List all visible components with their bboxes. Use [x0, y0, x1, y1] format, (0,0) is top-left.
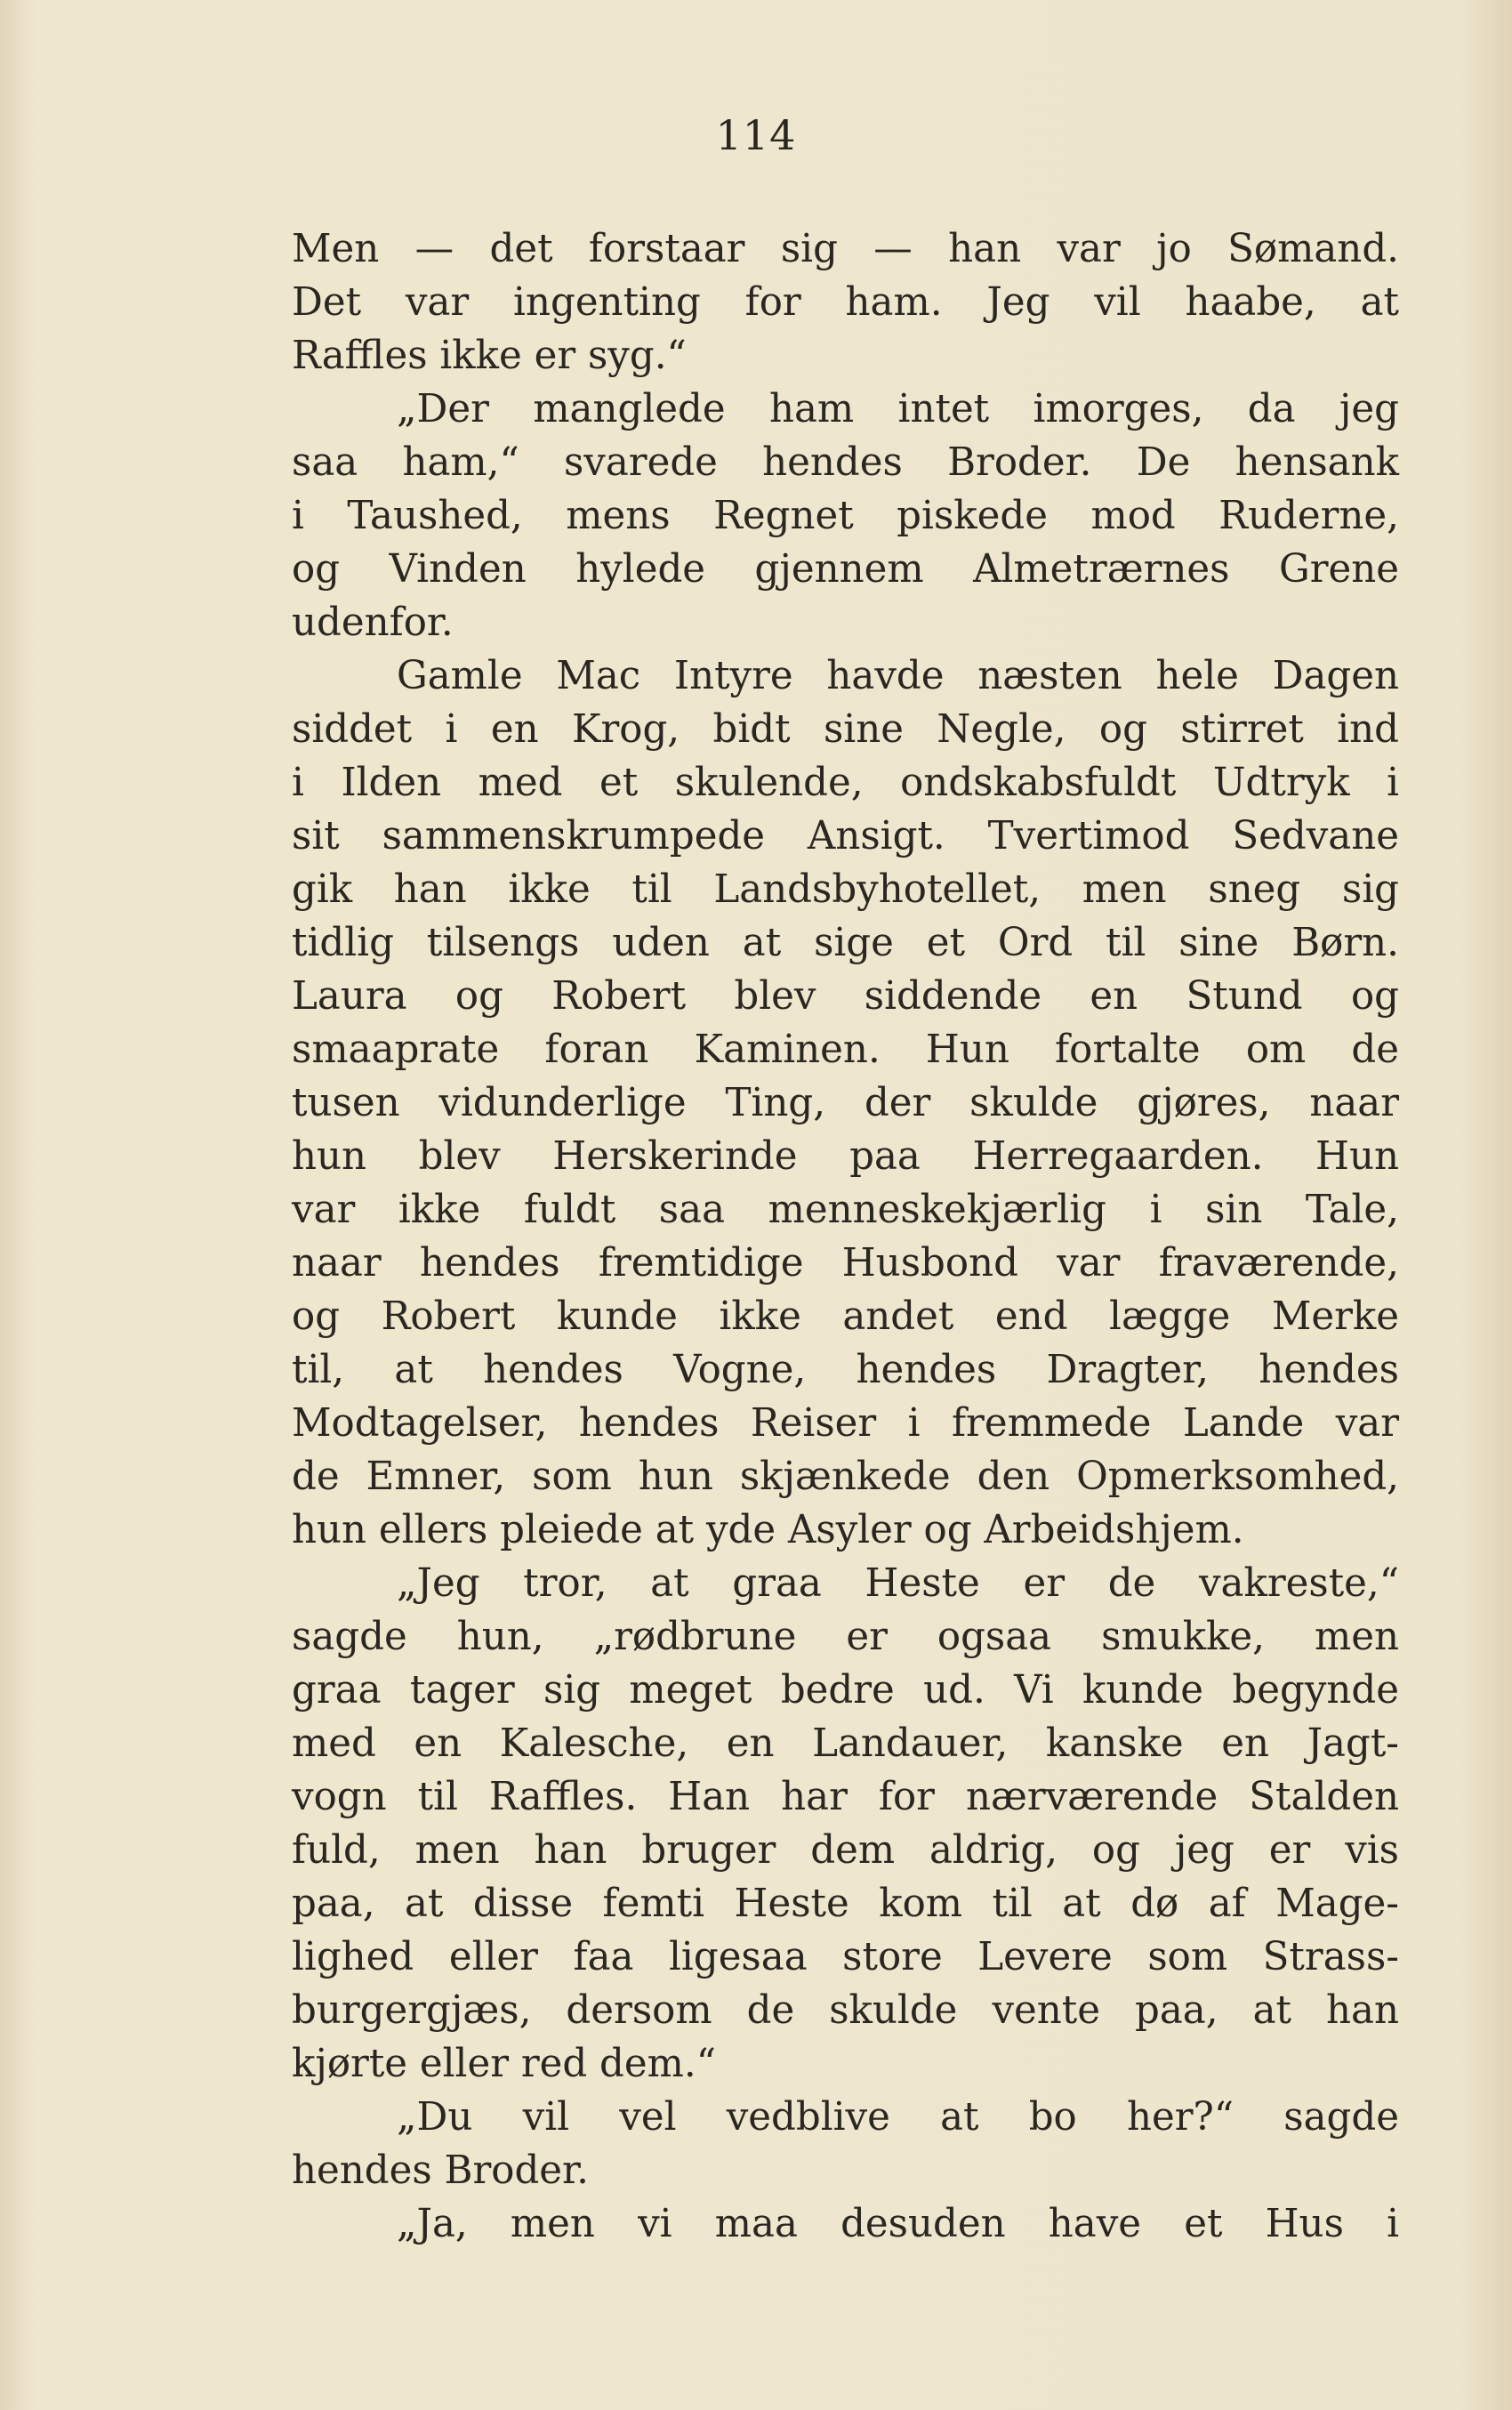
text-line: og Vinden hylede gjennem Almetrærnes Grene: [292, 547, 1399, 592]
text-line: fuld, men han bruger dem aldrig, og jeg er vis: [292, 1828, 1399, 1873]
text-line: Gamle Mac Intyre havde næsten hele Dagen: [397, 654, 1399, 698]
text-line: „Ja, men vi maa desuden have et Hus i: [397, 2202, 1399, 2246]
text-line: Raffles ikke er syg.“: [292, 334, 687, 378]
text-line: til, at hendes Vogne, hendes Dragter, hendes: [292, 1348, 1399, 1392]
text-line: var ikke fuldt saa menneskekjærlig i sin Tale,: [292, 1188, 1399, 1232]
text-line: Modtagelser, hendes Reiser i fremmede Lande var: [292, 1401, 1399, 1446]
text-line: „Du vil vel vedblive at bo her?“ sagde: [397, 2095, 1399, 2140]
text-line: kjørte eller red dem.“: [292, 2042, 716, 2086]
text-line: saa ham,“ svarede hendes Broder. De hensank: [292, 440, 1399, 485]
text-line: udenfor.: [292, 600, 454, 645]
text-line: lighed eller faa ligesaa store Levere som Strass-: [292, 1935, 1399, 1979]
page-number: 114: [715, 111, 797, 159]
text-line: hun ellers pleiede at yde Asyler og Arbeidshjem.: [292, 1508, 1244, 1552]
text-line: „Jeg tror, at graa Heste er de vakreste,“: [397, 1561, 1399, 1606]
text-line: i Ilden med et skulende, ondskabsfuldt Udtryk i: [292, 761, 1399, 805]
text-line: siddet i en Krog, bidt sine Negle, og stirret ind: [292, 707, 1399, 752]
text-line: vogn til Raffles. Han har for nærværende Stalden: [292, 1775, 1399, 1819]
text-line: Laura og Robert blev siddende en Stund og: [292, 974, 1399, 1019]
text-line: gik han ikke til Landsbyhotellet, men sneg sig: [292, 867, 1399, 912]
text-line: de Emner, som hun skjænkede den Opmerksomhed,: [292, 1455, 1399, 1499]
body-text: [292, 222, 1399, 2251]
text-line: hun blev Herskerinde paa Herregaarden. Hun: [292, 1134, 1399, 1179]
text-line: smaaprate foran Kaminen. Hun fortalte om de: [292, 1028, 1399, 1072]
text-line: Men — det forstaar sig — han var jo Sømand.: [292, 227, 1399, 271]
text-line: „Der manglede ham intet imorges, da jeg: [397, 387, 1399, 431]
text-line: og Robert kunde ikke andet end lægge Merke: [292, 1294, 1399, 1339]
text-line: burgergjæs, dersom de skulde vente paa, at han: [292, 1988, 1399, 2033]
text-line: sit sammenskrumpede Ansigt. Tvertimod Sedvane: [292, 814, 1399, 858]
text-line: graa tager sig meget bedre ud. Vi kunde begynde: [292, 1668, 1399, 1713]
text-line: tidlig tilsengs uden at sige et Ord til sine Børn.: [292, 921, 1399, 965]
text-line: med en Kalesche, en Landauer, kanske en Jagt-: [292, 1721, 1399, 1766]
text-line: naar hendes fremtidige Husbond var fraværende,: [292, 1241, 1399, 1286]
text-line: sagde hun, „rødbrune er ogsaa smukke, men: [292, 1615, 1399, 1659]
text-line: tusen vidunderlige Ting, der skulde gjøres, naar: [292, 1081, 1399, 1125]
text-line: i Taushed, mens Regnet piskede mod Ruderne,: [292, 494, 1399, 538]
text-line: hendes Broder.: [292, 2148, 589, 2193]
text-line: Det var ingenting for ham. Jeg vil haabe, at: [292, 280, 1399, 325]
text-line: paa, at disse femti Heste kom til at dø af Mage-: [292, 1882, 1399, 1926]
